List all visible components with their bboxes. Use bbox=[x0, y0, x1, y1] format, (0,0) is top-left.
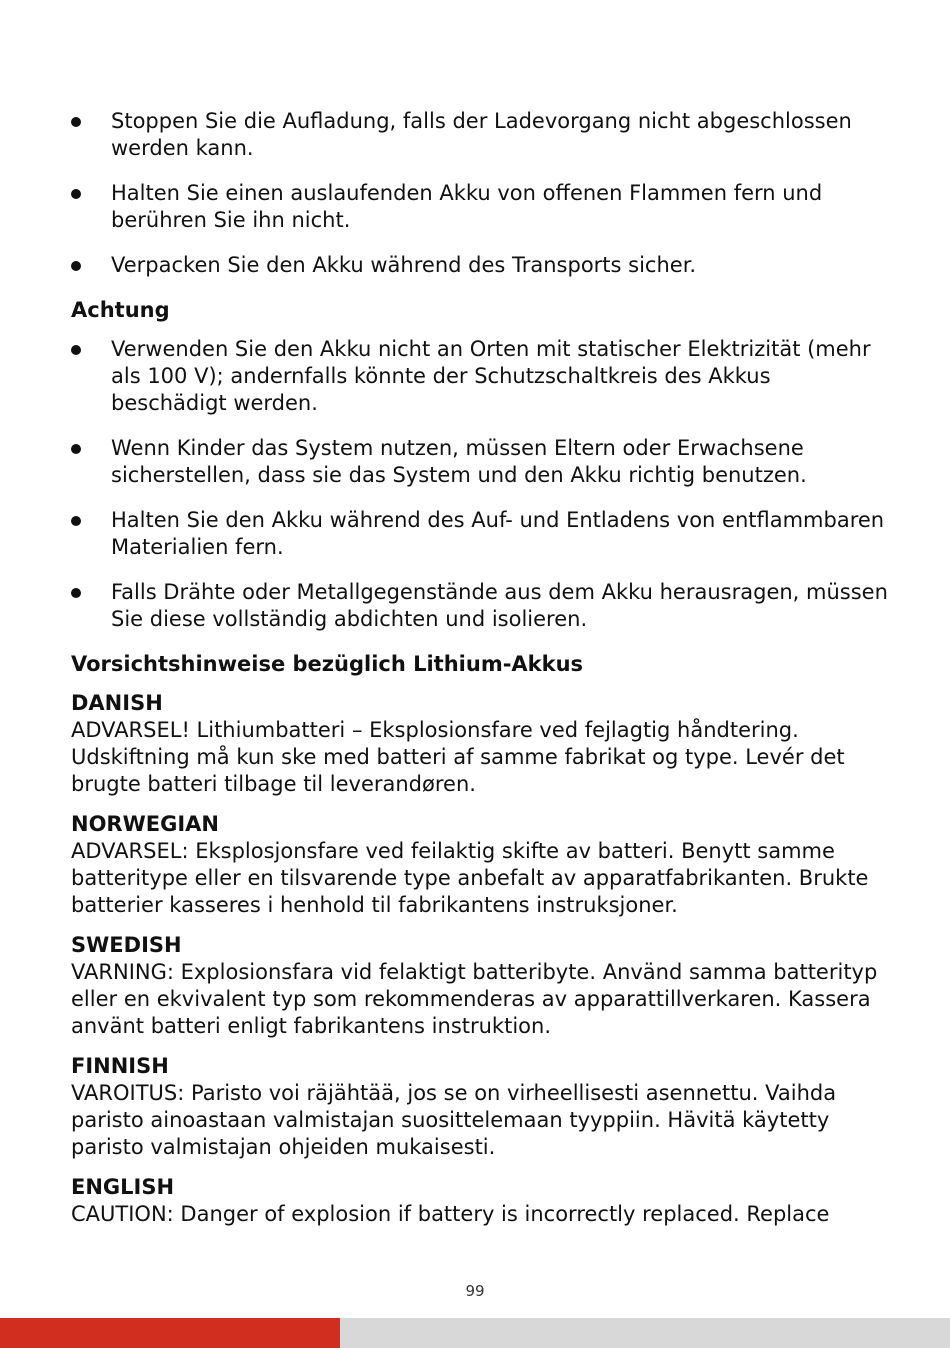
language-title: NORWEGIAN bbox=[71, 812, 219, 836]
achtung-heading: Achtung bbox=[71, 298, 170, 322]
finnish-warning bbox=[71, 1053, 891, 1161]
language-text: VARNING: Explosionsfara vid felaktigt batteribyte. Använd samma batterityp eller en ekvivalent typ som rekommenderas av apparattillverkaren. Kassera använt batteri enligt fabrikantens instruktion. bbox=[71, 960, 878, 1038]
bullet-dot bbox=[71, 189, 81, 199]
language-text: CAUTION: Danger of explosion if battery is incorrectly replaced. Replace bbox=[71, 1202, 830, 1226]
bullet-dot bbox=[71, 345, 81, 355]
language-title: DANISH bbox=[71, 691, 163, 715]
norwegian-warning bbox=[71, 811, 891, 919]
bullet-dot bbox=[71, 261, 81, 271]
footer-gray-bar bbox=[340, 1318, 950, 1348]
bullet-text: Stoppen Sie die Aufladung, falls der Ladevorgang nicht abgeschlossen werden kann. bbox=[111, 109, 852, 160]
bullet-dot bbox=[71, 516, 81, 526]
language-text: VAROITUS: Paristo voi räjähtää, jos se on virheellisesti asennettu. Vaihda paristo ainoastaan valmistajan suosittelemaan tyyppiin. Hävitä käytetty paristo valmistajan ohjeiden mukaisesti. bbox=[71, 1081, 837, 1159]
english-warning bbox=[71, 1174, 891, 1228]
list-item bbox=[71, 507, 891, 561]
bullet-list-achtung bbox=[71, 336, 891, 633]
bullet-dot bbox=[71, 588, 81, 598]
page-content bbox=[71, 108, 891, 1241]
list-item bbox=[71, 252, 891, 279]
language-text: ADVARSEL: Eksplosjonsfare ved feilaktig skifte av batteri. Benytt samme batteritype eller en tilsvarende type anbefalt av apparatfabrikanten. Brukte batterier kasseres i henhold til fabrikantens instruksjoner. bbox=[71, 839, 869, 917]
language-title: ENGLISH bbox=[71, 1175, 175, 1199]
bullet-dot bbox=[71, 444, 81, 454]
language-title: FINNISH bbox=[71, 1054, 169, 1078]
footer-accent-bar bbox=[0, 1318, 340, 1348]
swedish-warning bbox=[71, 932, 891, 1040]
page-number: 99 bbox=[465, 1282, 485, 1300]
bullet-dot bbox=[71, 117, 81, 127]
bullet-text: Verpacken Sie den Akku während des Transports sicher. bbox=[111, 253, 697, 277]
bullet-text: Verwenden Sie den Akku nicht an Orten mit statischer Elektrizität (mehr als 100 V); andernfalls könnte der Schutzschaltkreis des Akkus beschädigt werden. bbox=[111, 337, 871, 415]
bullet-list-top bbox=[71, 108, 891, 279]
lithium-heading: Vorsichtshinweise bezüglich Lithium-Akkus bbox=[71, 652, 584, 676]
list-item bbox=[71, 180, 891, 234]
bullet-text: Halten Sie einen auslaufenden Akku von offenen Flammen fern und berühren Sie ihn nicht. bbox=[111, 181, 823, 232]
language-title: SWEDISH bbox=[71, 933, 182, 957]
list-item bbox=[71, 579, 891, 633]
bullet-text: Halten Sie den Akku während des Auf- und Entladens von entflammbaren Materialien fern. bbox=[111, 508, 885, 559]
bullet-text: Wenn Kinder das System nutzen, müssen Eltern oder Erwachsene sicherstellen, dass sie das System und den Akku richtig benutzen. bbox=[111, 436, 807, 487]
bullet-text: Falls Drähte oder Metallgegenstände aus dem Akku herausragen, müssen Sie diese vollständig abdichten und isolieren. bbox=[111, 580, 888, 631]
danish-warning bbox=[71, 690, 891, 798]
list-item bbox=[71, 108, 891, 162]
language-text: ADVARSEL! Lithiumbatteri – Eksplosionsfare ved fejlagtig håndtering. Udskiftning må kun ske med batteri af samme fabrikat og type. Levér det brugte batteri tilbage til leverandøren. bbox=[71, 718, 845, 796]
list-item bbox=[71, 336, 891, 417]
list-item bbox=[71, 435, 891, 489]
